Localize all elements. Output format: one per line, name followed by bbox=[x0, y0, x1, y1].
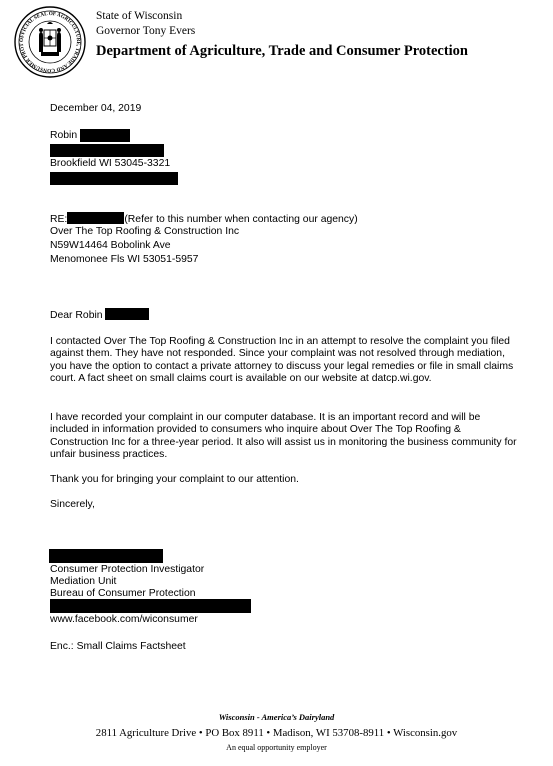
paragraph-3: Thank you for bringing your complaint to our attention. bbox=[50, 474, 299, 485]
wisconsin-seal bbox=[14, 6, 86, 78]
redacted-recipient-street bbox=[50, 144, 164, 157]
state-name: State of Wisconsin bbox=[96, 10, 183, 22]
enclosure-note: Enc.: Small Claims Factsheet bbox=[50, 641, 186, 652]
redacted-signer-contact bbox=[50, 599, 251, 613]
facebook-link[interactable]: www.facebook.com/wiconsumer bbox=[50, 614, 198, 625]
salutation-text: Dear Robin bbox=[50, 310, 103, 321]
footer-motto: Wisconsin - America’s Dairyland bbox=[218, 712, 335, 722]
signer-bureau: Bureau of Consumer Protection bbox=[50, 588, 196, 599]
recipient-name-line bbox=[50, 130, 77, 142]
signer-unit: Mediation Unit bbox=[50, 576, 117, 587]
seal-graphic bbox=[14, 6, 86, 78]
redacted-salutation-surname bbox=[105, 308, 149, 320]
redacted-recipient-extra bbox=[50, 172, 178, 185]
re-note: (Refer to this number when contacting our agency) bbox=[124, 214, 358, 225]
re-line bbox=[50, 212, 358, 226]
redacted-recipient-surname bbox=[80, 129, 130, 142]
re-company: Over The Top Roofing & Construction Inc bbox=[50, 226, 240, 237]
redacted-signer-name bbox=[49, 549, 163, 563]
recipient-city-line: Brookfield WI 53045-3321 bbox=[50, 158, 171, 169]
recipient-first-name: Robin bbox=[50, 130, 78, 141]
redacted-case-number bbox=[67, 212, 124, 224]
re-city: Menomonee Fls WI 53051-5957 bbox=[50, 254, 199, 265]
re-label: RE: bbox=[50, 214, 68, 225]
re-address: N59W14464 Bobolink Ave bbox=[50, 240, 171, 251]
governor-name: Governor Tony Evers bbox=[96, 25, 196, 37]
footer-address: 2811 Agriculture Drive • PO Box 8911 • Madison, WI 53708-8911 • Wisconsin.gov bbox=[95, 727, 458, 739]
paragraph-1: I contacted Over The Top Roofing & Construction Inc in an attempt to resolve the complaint you filed against them. They have not responded. Since your complaint was not resolved through mediation, you have the option to contact a private attorney to discuss your legal remedies or file in small claims court. A fact sheet on small claims court is available on our website at datcp.wi.gov. bbox=[50, 336, 514, 385]
letter-date: December 04, 2019 bbox=[50, 103, 142, 114]
seal-ring-text: OFFICIAL SEAL OF AGRICULTURE, TRADE AND CONSUMER PROT bbox=[18, 10, 82, 74]
footer-eoe: An equal opportunity employer bbox=[226, 743, 327, 752]
closing: Sincerely, bbox=[50, 499, 95, 510]
paragraph-2: I have recorded your complaint in our computer database. It is an important record and will be included in information provided to consumers who inquire about Over The Top Roofing & Construction Inc for a three-year period. It also will assist us in monitoring the business community for unfair business practices. bbox=[50, 412, 517, 461]
signer-title: Consumer Protection Investigator bbox=[50, 564, 205, 575]
salutation bbox=[50, 308, 149, 322]
department-name: Department of Agriculture, Trade and Consumer Protection bbox=[96, 43, 468, 59]
